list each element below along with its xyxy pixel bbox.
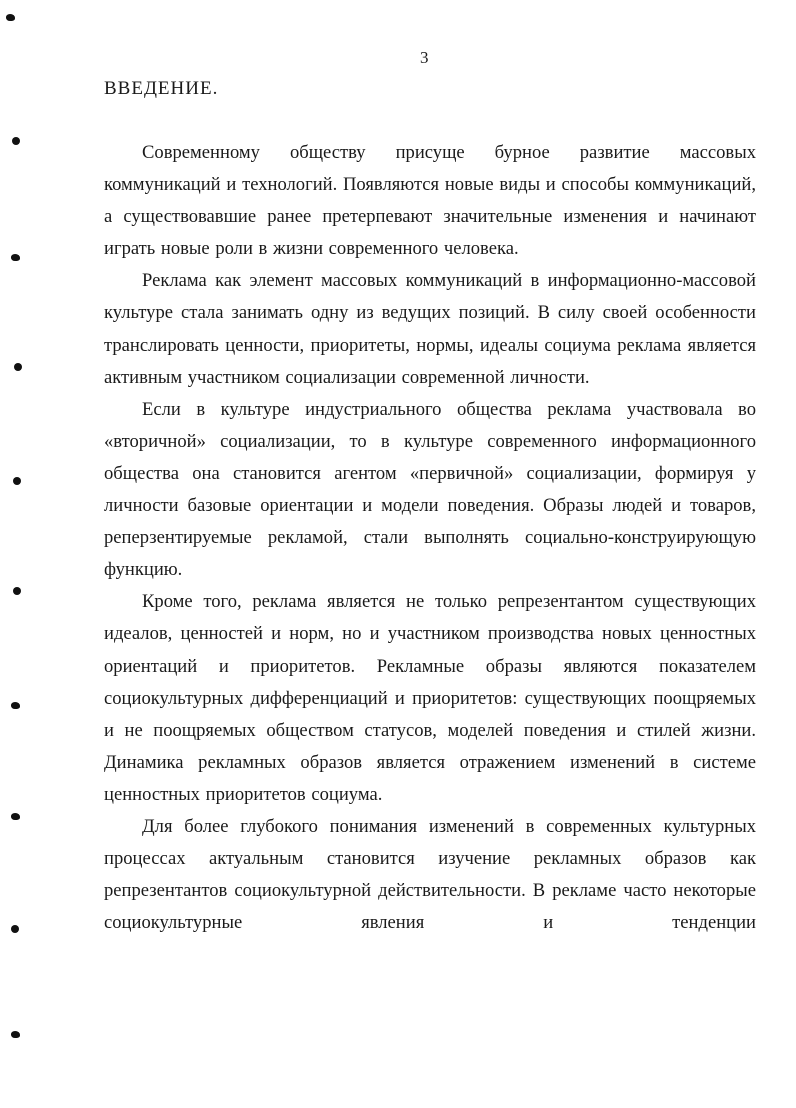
paragraph: Современному обществу присуще бурное развитие массовых коммуникаций и технологий. Появляются новые виды и способы коммуникаций, а существовавшие ранее претерпевают значительные изменения и начинают играть новые роли в жизни современного человека. (104, 142, 756, 260)
body-text (104, 137, 756, 939)
scan-mark-dot (13, 587, 21, 595)
paragraph: Реклама как элемент массовых коммуникаций в информационно-массовой культуре стала занимать одну из ведущих позиций. В силу своей особенности транслировать ценности, приоритеты, нормы, идеалы социума реклама является активным участником социализации современной личности. (104, 270, 756, 388)
page-number: 3 (420, 48, 429, 67)
scan-mark-dot (14, 363, 22, 371)
scan-mark-dot (6, 14, 15, 21)
scan-mark-dot (12, 137, 20, 145)
scan-mark-dot (13, 477, 21, 485)
scan-mark-dot (11, 813, 20, 820)
section-heading: ВВЕДЕНИЕ. (104, 78, 219, 99)
scan-mark-dot (11, 925, 19, 933)
paragraph: Если в культуре индустриального общества реклама участвовала во «вторичной» социализации, то в культуре современного информационного общества она становится агентом «первичной» социализации, формируя у личности базовые ориентации и модели поведения. Образы людей и товаров, реперзентируемые рекламой, стали выполнять социально-конструирующую функцию. (104, 398, 756, 581)
paragraph: Для более глубокого понимания изменений в современных культурных процессах актуальным становится изучение рекламных образов как репрезентантов социокультурной действительности. В рекламе часто некоторые социокультурные явления и тенденции (104, 815, 756, 934)
paragraph: Кроме того, реклама является не только репрезентантом существующих идеалов, ценностей и норм, но и участником производства новых ценностных ориентаций и приоритетов. Рекламные образы являются показателем социокультурных дифференциаций и приоритетов: существующих поощряемых и не поощряемых обществом статусов, моделей поведения и стилей жизни. Динамика рекламных образов является отражением изменений в системе ценностных приоритетов социума. (104, 591, 756, 805)
scan-mark-dot (11, 254, 20, 261)
scan-mark-dot (11, 1031, 20, 1038)
scan-mark-dot (11, 702, 20, 709)
